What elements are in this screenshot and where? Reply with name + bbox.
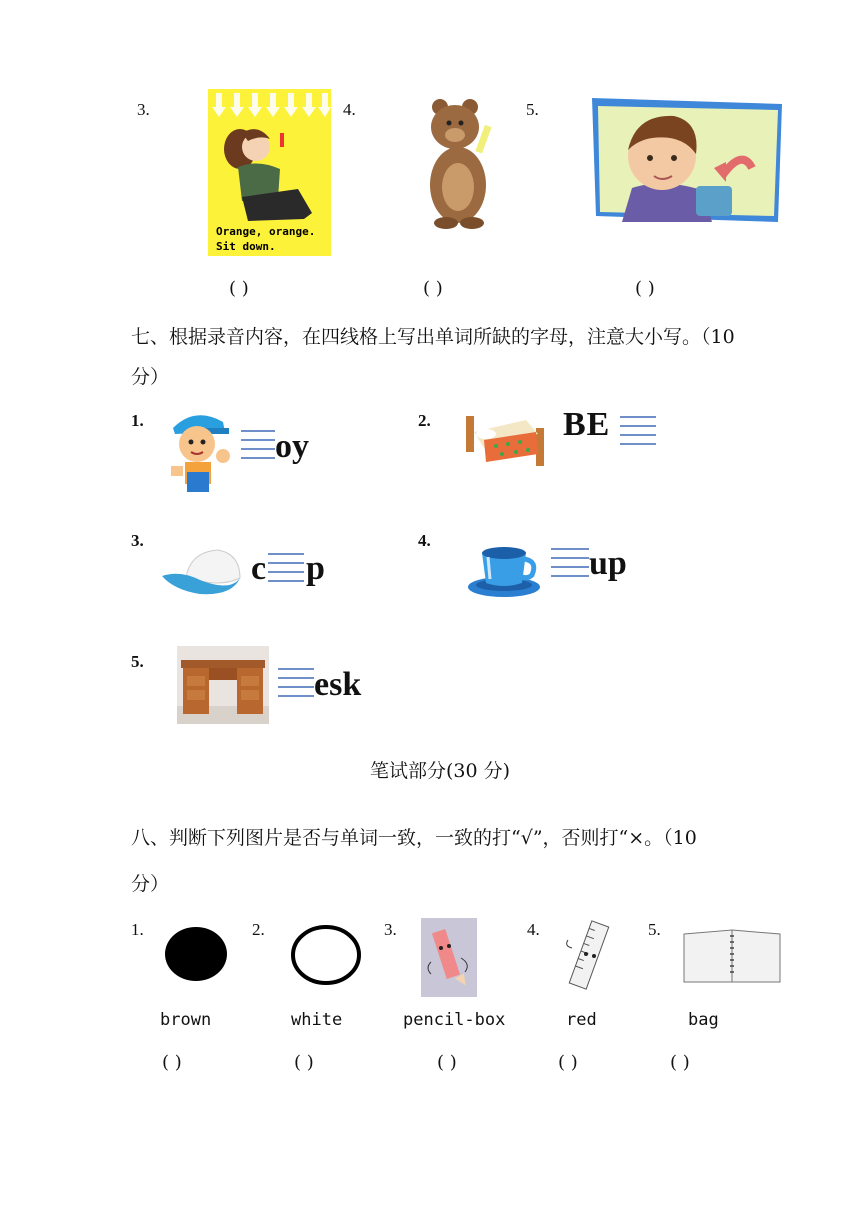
bed-image xyxy=(464,410,546,468)
s8-item5-word: bag xyxy=(688,1010,719,1030)
s7-item3-four-lines[interactable] xyxy=(268,553,304,589)
white-circle-image xyxy=(290,924,362,986)
s8-item3-word: pencil-box xyxy=(403,1010,506,1030)
s7-item5-number: 5. xyxy=(131,652,144,671)
s6-item4-number: 4. xyxy=(343,100,356,119)
cup-image xyxy=(466,543,542,599)
s6-item3-answer-paren[interactable]: ( ) xyxy=(229,278,249,299)
s8-item3-answer-paren[interactable]: ( ) xyxy=(437,1052,457,1073)
s6-item4-answer-paren[interactable]: ( ) xyxy=(423,278,443,299)
s8-item4-word: red xyxy=(566,1010,597,1030)
s7-item2-word: BE xyxy=(563,406,611,443)
s6-item5-number: 5. xyxy=(526,100,539,119)
s8-item2-answer-paren[interactable]: ( ) xyxy=(294,1052,314,1073)
s8-item2-word: white xyxy=(291,1010,343,1030)
desk-image xyxy=(177,646,269,724)
s7-item2-four-lines[interactable] xyxy=(620,416,656,452)
s7-item5-word: esk xyxy=(314,666,362,703)
cap-image xyxy=(160,548,242,598)
boy-cap-image xyxy=(165,406,237,492)
s7-item1-word: oy xyxy=(275,428,309,465)
s7-item4-four-lines[interactable] xyxy=(551,548,589,584)
section8-heading-line2: 分） xyxy=(131,873,170,895)
s8-item5-answer-paren[interactable]: ( ) xyxy=(670,1052,690,1073)
s6-item3-number: 3. xyxy=(137,100,150,119)
pencil-image xyxy=(421,918,477,997)
s8-item1-word: brown xyxy=(160,1010,212,1030)
s7-item2-number: 2. xyxy=(418,411,431,430)
section8-heading-line1: 八、判断下列图片是否与单词一致，一致的打“√”，否则打“×。（10 xyxy=(131,827,697,849)
s7-item1-four-lines[interactable] xyxy=(241,430,275,466)
written-part-title: 笔试部分(30 分) xyxy=(370,760,511,782)
s7-item5-four-lines[interactable] xyxy=(278,668,314,704)
boy-schoolbag-image xyxy=(592,98,782,222)
s8-item5-number: 5. xyxy=(648,920,661,939)
s8-item4-answer-paren[interactable]: ( ) xyxy=(558,1052,578,1073)
card-text-line2: Sit down. xyxy=(216,240,276,253)
s7-item3-word-after: p xyxy=(306,550,325,587)
card-text-line1: Orange, orange. xyxy=(216,225,316,238)
s7-item3-word-before: c xyxy=(251,550,267,587)
open-book-image xyxy=(680,926,784,986)
black-circle-image xyxy=(162,924,230,984)
section7-heading-line2: 分） xyxy=(131,366,170,388)
s8-item4-number: 4. xyxy=(527,920,540,939)
bear-image xyxy=(420,95,500,230)
s7-item4-word: up xyxy=(589,545,627,582)
s8-item3-number: 3. xyxy=(384,920,397,939)
s8-item1-answer-paren[interactable]: ( ) xyxy=(162,1052,182,1073)
s8-item2-number: 2. xyxy=(252,920,265,939)
s7-item1-number: 1. xyxy=(131,411,144,430)
ruler-image xyxy=(560,916,622,994)
s8-item1-number: 1. xyxy=(131,920,144,939)
section7-heading-line1: 七、根据录音内容，在四线格上写出单词所缺的字母，注意大小写。（10 xyxy=(131,326,735,348)
sit-down-card-image xyxy=(208,89,331,256)
s7-item4-number: 4. xyxy=(418,531,431,550)
s6-item5-answer-paren[interactable]: ( ) xyxy=(635,278,655,299)
s7-item3-number: 3. xyxy=(131,531,144,550)
